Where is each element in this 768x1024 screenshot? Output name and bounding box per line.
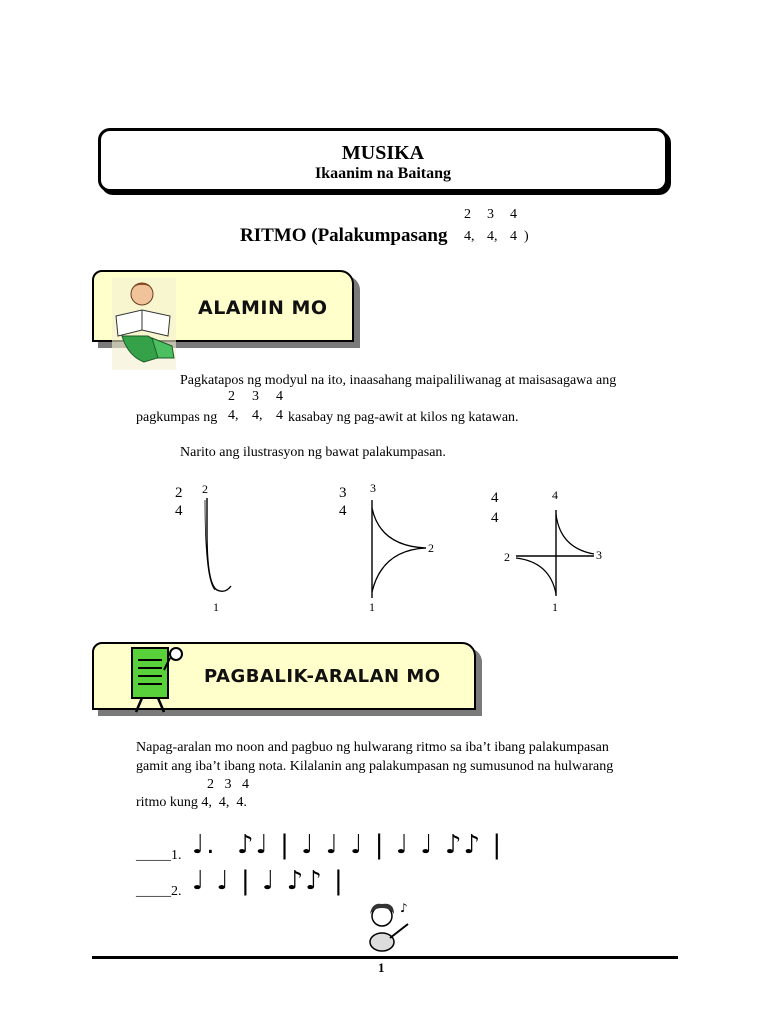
d44-bottom: 4 bbox=[491, 510, 499, 526]
document-mascot-icon bbox=[124, 636, 190, 716]
d24-bottom: 4 bbox=[175, 503, 183, 519]
lesson-close: ) bbox=[524, 229, 529, 244]
alamin-den-1: 4, bbox=[228, 408, 239, 423]
d34-bottom: 4 bbox=[339, 503, 347, 519]
alamin-den-2: 4, bbox=[252, 408, 263, 423]
lesson-den-2: 4, bbox=[487, 229, 498, 244]
item2-rhythm: ♩ ♩ | ♩ ♪♪ | bbox=[192, 866, 345, 896]
pagbalik-line3: ritmo kung 4, 4, 4. bbox=[136, 795, 247, 810]
pagbalik-nums: 2 3 4 bbox=[207, 777, 249, 792]
d34-label-top: 3 bbox=[370, 481, 376, 495]
d34-conducting-pattern bbox=[362, 494, 432, 604]
alamin-line2-end: kasabay ng pag-awit at kilos ng katawan. bbox=[288, 410, 519, 425]
d34-label-bottom: 1 bbox=[369, 600, 375, 614]
alamin-num-1: 2 bbox=[228, 389, 235, 404]
page-number: 1 bbox=[378, 960, 385, 975]
pagbalik-line1: Napag-aralan mo noon and pagbuo ng hulwarang ritmo sa iba’t ibang palakumpasan bbox=[136, 740, 609, 755]
pagbalik-line2: gamit ang iba’t ibang nota. Kilalanin ang palakumpasan ng sumusunod na hulwarang bbox=[136, 759, 614, 774]
lesson-num-3: 4 bbox=[510, 207, 517, 222]
subject-title: MUSIKA bbox=[341, 142, 425, 164]
item2-label: _____2. bbox=[136, 884, 182, 899]
title-box bbox=[98, 128, 668, 192]
d44-label-left: 2 bbox=[504, 550, 510, 564]
svg-text:♪: ♪ bbox=[400, 901, 408, 915]
d24-label-top: 2 bbox=[202, 482, 208, 496]
item1-rhythm: ♩. ♪♩ | ♩ ♩ ♩ | ♩ ♩ ♪♪ | bbox=[192, 830, 504, 860]
d24-label-bottom: 1 bbox=[213, 600, 219, 614]
pagbalik-banner-label: PAGBALIK-ARALAN MO bbox=[204, 666, 441, 687]
alamin-num-2: 3 bbox=[252, 389, 259, 404]
lesson-title: RITMO (Palakumpasang bbox=[240, 225, 448, 246]
alamin-para2: Narito ang ilustrasyon ng bawat palakumpasan. bbox=[180, 445, 446, 460]
alamin-num-3: 4 bbox=[276, 389, 283, 404]
d44-conducting-pattern bbox=[510, 500, 600, 604]
d24-conducting-pattern bbox=[195, 494, 245, 604]
alamin-line1: Pagkatapos ng modyul na ito, inaasahang maipaliliwanag at maisasagawa ang bbox=[180, 373, 617, 388]
item1-label: _____1. bbox=[136, 848, 182, 863]
grade-subtitle: Ikaanim na Baitang bbox=[314, 165, 452, 182]
footer-rule bbox=[92, 956, 678, 959]
lesson-num-2: 3 bbox=[487, 207, 494, 222]
alamin-den-3: 4 bbox=[276, 408, 283, 423]
d34-top: 3 bbox=[339, 485, 347, 501]
alamin-line2-start: pagkumpas ng bbox=[136, 410, 218, 425]
d44-label-right: 3 bbox=[596, 548, 602, 562]
d44-label-top: 4 bbox=[552, 488, 558, 502]
d24-top: 2 bbox=[175, 485, 183, 501]
d44-top: 4 bbox=[491, 490, 499, 506]
d44-label-bottom: 1 bbox=[552, 600, 558, 614]
lesson-den-3: 4 bbox=[510, 229, 517, 244]
lesson-num-1: 2 bbox=[464, 207, 471, 222]
guitar-player-icon bbox=[360, 900, 414, 956]
lesson-den-1: 4, bbox=[464, 229, 475, 244]
d34-label-right: 2 bbox=[428, 541, 434, 555]
alamin-banner-label: ALAMIN MO bbox=[198, 297, 328, 319]
reading-person-icon bbox=[108, 276, 180, 372]
